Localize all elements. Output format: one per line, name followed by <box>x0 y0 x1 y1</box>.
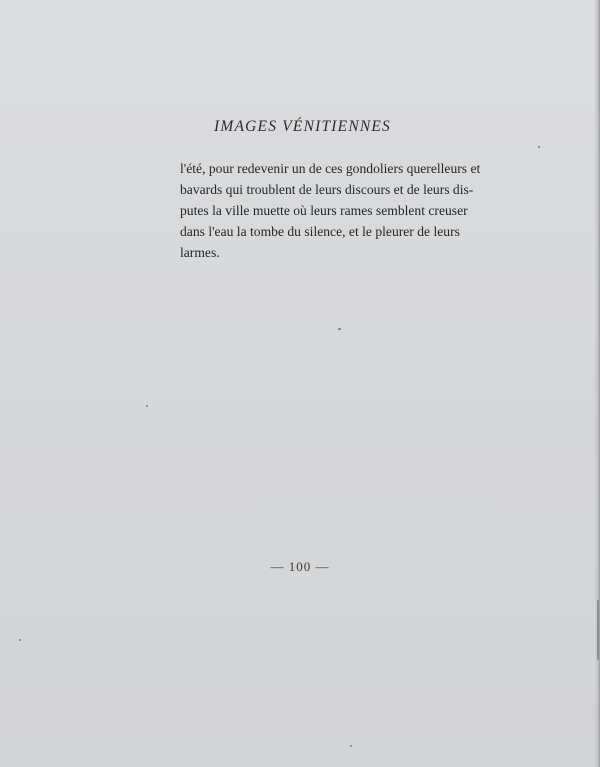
text-line: larmes. <box>180 245 220 260</box>
text-line: bavards qui troublent de leurs discours et de leurs dis- <box>180 182 474 197</box>
text-line: putes la ville muette où leurs rames semblent creuser <box>180 203 468 218</box>
running-head: IMAGES VÉNITIENNES <box>214 118 392 135</box>
paper-speck <box>597 600 599 660</box>
paper-speck <box>538 146 540 148</box>
paper-speck <box>19 639 21 641</box>
paper-speck <box>350 745 352 747</box>
paper-speck <box>146 405 148 407</box>
paper-speck <box>338 328 341 330</box>
text-line: l'été, pour redevenir un de ces gondoliers querelleurs et <box>180 161 481 176</box>
text-line: dans l'eau la tombe du silence, et le pleurer de leurs <box>180 224 460 239</box>
body-paragraph <box>180 158 481 263</box>
page-number: — 100 — <box>270 559 330 574</box>
